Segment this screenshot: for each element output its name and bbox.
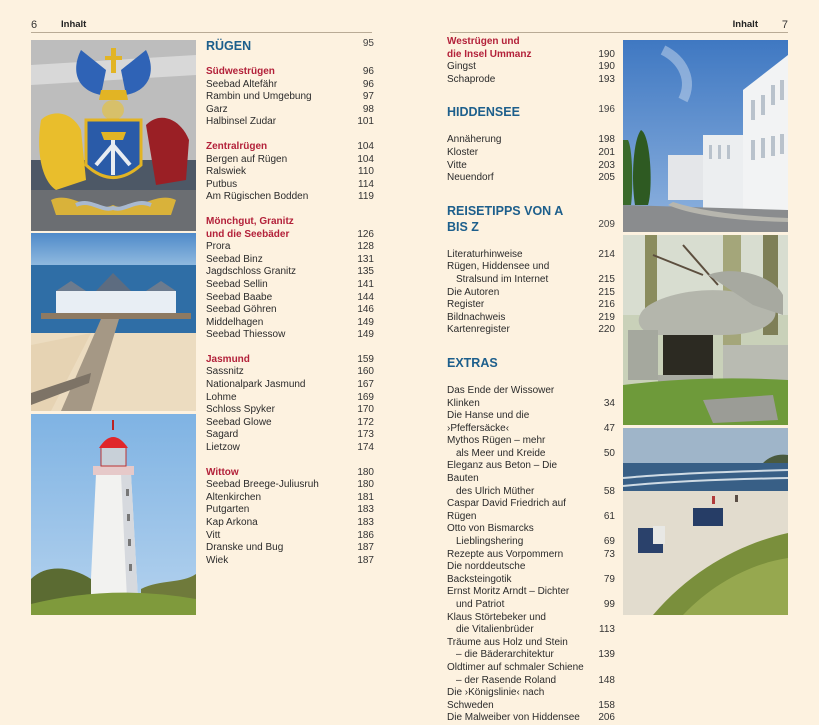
toc-item[interactable] bbox=[206, 492, 374, 505]
item-label: Kloster bbox=[447, 146, 479, 158]
item-label: Seebad Sellin bbox=[206, 278, 268, 290]
item-label: Neuendorf bbox=[447, 172, 494, 184]
item-label: Träume aus Holz und Stein bbox=[447, 636, 568, 648]
item-label: Seebad Breege-Juliusruh bbox=[206, 479, 319, 491]
section-title-line1: Westrügen und bbox=[447, 36, 520, 47]
page-ref: 98 bbox=[362, 103, 374, 115]
item-label: Prora bbox=[206, 241, 231, 253]
page-ref: 101 bbox=[357, 116, 374, 128]
toc-item[interactable] bbox=[206, 317, 374, 330]
toc-item[interactable] bbox=[206, 329, 374, 342]
right-page bbox=[410, 0, 819, 724]
item-label-line2: und Patriot bbox=[456, 599, 505, 610]
toc-item[interactable] bbox=[206, 279, 374, 292]
chapter-title: RÜGEN bbox=[206, 39, 252, 53]
page-ref: 61 bbox=[603, 510, 615, 522]
item-label: Kap Arkona bbox=[206, 517, 258, 528]
page-ref: 73 bbox=[603, 548, 615, 560]
page-number: 7 bbox=[781, 19, 788, 31]
section-title: Zentralrügen bbox=[206, 140, 268, 152]
item-label-line2: des Ulrich Müther bbox=[456, 485, 535, 497]
toc-item[interactable] bbox=[206, 429, 374, 442]
item-label: Lohme bbox=[206, 391, 237, 403]
item-label: Caspar David Friedrich auf Rügen bbox=[447, 498, 566, 522]
toc-item[interactable] bbox=[447, 687, 615, 712]
section-title: Jasmund bbox=[206, 353, 250, 365]
page-ref: 159 bbox=[357, 353, 374, 365]
page-ref: 139 bbox=[598, 649, 615, 661]
toc-chapter-hiddensee[interactable] bbox=[447, 104, 615, 120]
toc-item[interactable] bbox=[206, 179, 374, 192]
page-ref: 198 bbox=[598, 134, 615, 146]
page-ref: 110 bbox=[358, 166, 374, 178]
item-label: Bergen auf Rügen bbox=[206, 153, 288, 165]
item-label: Ralswiek bbox=[206, 166, 247, 178]
item-label: Klaus Störtebeker und bbox=[447, 611, 546, 623]
toc-item[interactable] bbox=[447, 712, 615, 725]
running-head-title: Inhalt bbox=[61, 19, 87, 30]
toc-item[interactable] bbox=[206, 154, 374, 167]
page-ref: 141 bbox=[357, 278, 374, 290]
toc-item[interactable] bbox=[447, 287, 615, 300]
page-ref: 160 bbox=[357, 366, 374, 378]
item-label: Vitt bbox=[206, 529, 221, 541]
toc-item[interactable] bbox=[206, 191, 374, 204]
item-label: Am Rügischen Bodden bbox=[206, 191, 309, 203]
item-label-line2: Stralsund im Internet bbox=[456, 273, 549, 285]
page-ref: 219 bbox=[598, 311, 615, 323]
item-label: Otto von Bismarcks bbox=[447, 523, 534, 535]
beach-chairs-photo bbox=[623, 428, 788, 615]
toc-item[interactable] bbox=[206, 404, 374, 417]
item-label: Dranske und Bug bbox=[206, 542, 284, 554]
item-label: Sagard bbox=[206, 429, 239, 441]
toc-item[interactable] bbox=[447, 460, 615, 498]
toc-item[interactable] bbox=[206, 292, 374, 305]
toc-item[interactable] bbox=[447, 612, 615, 637]
item-label: Eleganz aus Beton – Die Bauten bbox=[447, 460, 558, 485]
item-label: Altenkirchen bbox=[206, 491, 262, 503]
page-ref: 173 bbox=[357, 429, 374, 441]
toc-item[interactable] bbox=[447, 662, 615, 687]
page-ref: 187 bbox=[357, 542, 374, 554]
toc-item[interactable] bbox=[206, 79, 374, 92]
page-ref: 149 bbox=[357, 316, 374, 328]
page-ref: 135 bbox=[357, 266, 374, 278]
item-label: Rügen, Hiddensee und bbox=[447, 261, 550, 273]
page-ref: 190 bbox=[598, 61, 615, 73]
page-ref: 215 bbox=[598, 286, 615, 298]
page-ref: 47 bbox=[603, 422, 615, 434]
pier-sellin-photo bbox=[31, 233, 196, 411]
item-label: Ernst Moritz Arndt – Dichter bbox=[447, 586, 570, 598]
chapter-title: REISETIPPS VON A BIS Z bbox=[447, 203, 563, 234]
item-label: Annäherung bbox=[447, 134, 502, 146]
item-label: Wiek bbox=[206, 554, 229, 566]
toc-item[interactable] bbox=[447, 549, 615, 562]
item-label: Seebad Altefähr bbox=[206, 78, 278, 90]
page-ref: 97 bbox=[362, 91, 374, 103]
item-label: Literaturhinweise bbox=[447, 248, 523, 260]
putbus-street-scene-icon bbox=[623, 40, 788, 232]
toc-item[interactable] bbox=[206, 254, 374, 267]
header-rule bbox=[450, 32, 788, 33]
item-label: Lietzow bbox=[206, 442, 240, 454]
page-ref: 126 bbox=[357, 228, 374, 240]
toc-item[interactable] bbox=[206, 392, 374, 405]
item-label: Nationalpark Jasmund bbox=[206, 379, 306, 391]
page-ref: 172 bbox=[357, 416, 374, 428]
item-label: Die Malweiber von Hiddensee bbox=[447, 712, 580, 724]
section-title: Südwestrügen bbox=[206, 66, 275, 77]
page-ref: 119 bbox=[358, 191, 374, 203]
item-label-line2: die Vitalienbrüder bbox=[456, 624, 534, 636]
section-title-line2: die Insel Ummanz bbox=[447, 48, 532, 60]
megalithic-tomb-photo bbox=[623, 235, 788, 425]
toc-item[interactable] bbox=[206, 542, 374, 555]
toc-item[interactable] bbox=[447, 637, 615, 662]
toc-item[interactable] bbox=[447, 324, 615, 337]
coat-of-arms-icon bbox=[31, 40, 196, 231]
page-ref: 96 bbox=[362, 66, 374, 77]
page-ref: 214 bbox=[598, 248, 615, 260]
page-ref: 146 bbox=[357, 304, 374, 316]
pier-scene-icon bbox=[31, 233, 196, 411]
item-label-line2: Lieblingshering bbox=[456, 536, 524, 548]
page-ref: 149 bbox=[357, 329, 374, 341]
section-title-line1: Mönchgut, Granitz bbox=[206, 215, 294, 227]
item-label: Seebad Binz bbox=[206, 253, 263, 265]
toc-item[interactable] bbox=[447, 435, 615, 460]
item-label: Mythos Rügen – mehr bbox=[447, 435, 546, 447]
page-ref: 181 bbox=[357, 491, 374, 503]
page-ref: 99 bbox=[603, 599, 615, 610]
page-ref: 34 bbox=[603, 397, 615, 409]
toc-item[interactable] bbox=[206, 517, 374, 530]
page-number: 6 bbox=[31, 19, 38, 31]
white-buildings-street-photo bbox=[623, 40, 788, 232]
toc-item[interactable] bbox=[206, 116, 374, 129]
item-label: Seebad Thiessow bbox=[206, 329, 286, 341]
item-label: Rambin und Umgebung bbox=[206, 91, 312, 103]
item-label: Seebad Glowe bbox=[206, 416, 272, 428]
page-ref: 158 bbox=[598, 699, 615, 711]
toc-item[interactable] bbox=[206, 166, 374, 179]
page-ref: 203 bbox=[598, 159, 615, 171]
page-ref: 215 bbox=[598, 273, 615, 285]
item-label: Kartenregister bbox=[447, 324, 510, 336]
toc-item[interactable] bbox=[447, 147, 615, 160]
toc-section-zentralruegen[interactable] bbox=[206, 141, 374, 154]
toc-item[interactable] bbox=[206, 266, 374, 279]
page-ref: 104 bbox=[357, 153, 374, 165]
toc-chapter-extras[interactable] bbox=[447, 355, 615, 371]
running-head-title: Inhalt bbox=[732, 19, 758, 30]
page-ref: 190 bbox=[598, 48, 615, 60]
page-ref: 170 bbox=[357, 404, 374, 416]
toc-item[interactable] bbox=[206, 366, 374, 379]
item-label: Bildnachweis bbox=[447, 311, 506, 323]
page-ref: 167 bbox=[357, 379, 374, 391]
toc-section-suedwestruegen[interactable] bbox=[206, 66, 374, 79]
toc-chapter-ruegen[interactable] bbox=[206, 38, 374, 54]
page-ref: 113 bbox=[599, 624, 615, 636]
item-label: Die norddeutsche Backsteingotik bbox=[447, 561, 526, 585]
item-label: Putbus bbox=[206, 178, 238, 190]
toc-item[interactable] bbox=[206, 379, 374, 392]
page-ref: 180 bbox=[357, 466, 374, 478]
item-label: Register bbox=[447, 299, 485, 311]
item-label: Die Hanse und die ›Pfeffersäcke‹ bbox=[447, 410, 530, 434]
page-ref: 144 bbox=[357, 291, 374, 303]
page-ref: 209 bbox=[598, 218, 615, 230]
toc-item[interactable] bbox=[206, 91, 374, 104]
toc-item[interactable] bbox=[447, 134, 615, 147]
item-label: Das Ende der Wissower Klinken bbox=[447, 384, 555, 409]
page-ref: 180 bbox=[357, 479, 374, 491]
page-ref: 186 bbox=[357, 529, 374, 541]
running-head-right bbox=[450, 18, 788, 32]
item-label: Middelhagen bbox=[206, 316, 264, 328]
page-ref: 216 bbox=[598, 299, 615, 311]
item-label: Vitte bbox=[447, 159, 467, 171]
toc-item[interactable] bbox=[447, 261, 615, 286]
running-head-left bbox=[31, 18, 372, 32]
toc-chapter-reisetipps[interactable] bbox=[447, 203, 615, 235]
toc-left-column bbox=[206, 38, 374, 567]
toc-item[interactable] bbox=[206, 530, 374, 543]
page-ref: 104 bbox=[357, 140, 374, 152]
lighthouse-scene-icon bbox=[31, 414, 196, 615]
chapter-title: HIDDENSEE bbox=[447, 105, 520, 120]
item-label: Schaprode bbox=[447, 73, 496, 85]
page-ref: 79 bbox=[603, 573, 615, 585]
page-ref: 69 bbox=[603, 536, 615, 548]
item-label: Sassnitz bbox=[206, 366, 244, 378]
item-label: Jagdschloss Granitz bbox=[206, 266, 297, 278]
item-label-line2: – die Bäderarchitektur bbox=[456, 649, 554, 661]
toc-right-column bbox=[447, 36, 615, 725]
page-ref: 114 bbox=[358, 178, 374, 190]
item-label: Putgarten bbox=[206, 504, 250, 516]
page-ref: 220 bbox=[598, 324, 615, 336]
toc-section-westruegen[interactable] bbox=[447, 36, 615, 61]
toc-item[interactable] bbox=[206, 241, 374, 254]
item-label: Rezepte aus Vorpommern bbox=[447, 548, 564, 560]
page-ref: 50 bbox=[603, 447, 615, 459]
section-title: Wittow bbox=[206, 466, 239, 478]
page-ref: 131 bbox=[357, 253, 374, 265]
header-rule bbox=[31, 32, 372, 33]
page-ref: 174 bbox=[357, 442, 374, 454]
page-ref: 183 bbox=[357, 517, 374, 528]
page-ref: 196 bbox=[598, 104, 615, 116]
left-page bbox=[0, 0, 410, 648]
page-ref: 187 bbox=[357, 554, 374, 566]
page-ref: 148 bbox=[598, 674, 615, 686]
dolmen-scene-icon bbox=[623, 235, 788, 425]
toc-item[interactable] bbox=[206, 417, 374, 430]
item-label-line2: – der Rasende Roland bbox=[456, 674, 557, 686]
page-ref: 95 bbox=[362, 38, 374, 49]
page-ref: 193 bbox=[598, 73, 615, 85]
toc-item[interactable] bbox=[206, 104, 374, 117]
toc-item[interactable] bbox=[206, 304, 374, 317]
page-ref: 58 bbox=[603, 485, 615, 497]
beach-scene-icon bbox=[623, 428, 788, 615]
section-title-line2: und die Seebäder bbox=[206, 228, 290, 240]
page-ref: 96 bbox=[362, 78, 374, 90]
toc-item[interactable] bbox=[447, 249, 615, 262]
toc-section-wittow[interactable] bbox=[206, 467, 374, 480]
toc-item[interactable] bbox=[447, 498, 615, 523]
page-ref: 169 bbox=[357, 391, 374, 403]
item-label: Seebad Göhren bbox=[206, 304, 277, 316]
item-label: Halbinsel Zudar bbox=[206, 116, 277, 128]
toc-item[interactable] bbox=[447, 523, 615, 548]
page-ref: 201 bbox=[598, 146, 615, 158]
toc-item[interactable] bbox=[447, 299, 615, 312]
toc-item[interactable] bbox=[447, 410, 615, 435]
item-label: Gingst bbox=[447, 61, 476, 73]
coat-of-arms-photo bbox=[31, 40, 196, 231]
page-ref: 205 bbox=[598, 172, 615, 184]
page-ref: 183 bbox=[357, 504, 374, 516]
item-label: Garz bbox=[206, 103, 228, 115]
item-label: Die ›Königslinie‹ nach Schweden bbox=[447, 687, 545, 711]
toc-item[interactable] bbox=[447, 74, 615, 87]
toc-item[interactable] bbox=[447, 61, 615, 74]
toc-item[interactable] bbox=[206, 555, 374, 568]
toc-item[interactable] bbox=[447, 561, 615, 586]
lighthouse-photo bbox=[31, 414, 196, 615]
toc-item[interactable] bbox=[447, 586, 615, 611]
toc-item[interactable] bbox=[447, 160, 615, 173]
toc-item[interactable] bbox=[206, 504, 374, 517]
item-label-line2: als Meer und Kreide bbox=[456, 447, 546, 459]
toc-item[interactable] bbox=[206, 442, 374, 455]
toc-item[interactable] bbox=[447, 385, 615, 410]
toc-item[interactable] bbox=[447, 172, 615, 185]
toc-item[interactable] bbox=[206, 479, 374, 492]
item-label: Seebad Baabe bbox=[206, 291, 273, 303]
item-label: Oldtimer auf schmaler Schiene bbox=[447, 661, 584, 673]
page-ref: 206 bbox=[598, 712, 615, 724]
page-ref: 128 bbox=[357, 241, 374, 253]
toc-section-jasmund[interactable] bbox=[206, 354, 374, 367]
item-label: Die Autoren bbox=[447, 286, 500, 298]
item-label: Schloss Spyker bbox=[206, 404, 275, 416]
toc-section-moenchgut[interactable] bbox=[206, 216, 374, 241]
toc-item[interactable] bbox=[447, 312, 615, 325]
chapter-title: EXTRAS bbox=[447, 355, 498, 370]
